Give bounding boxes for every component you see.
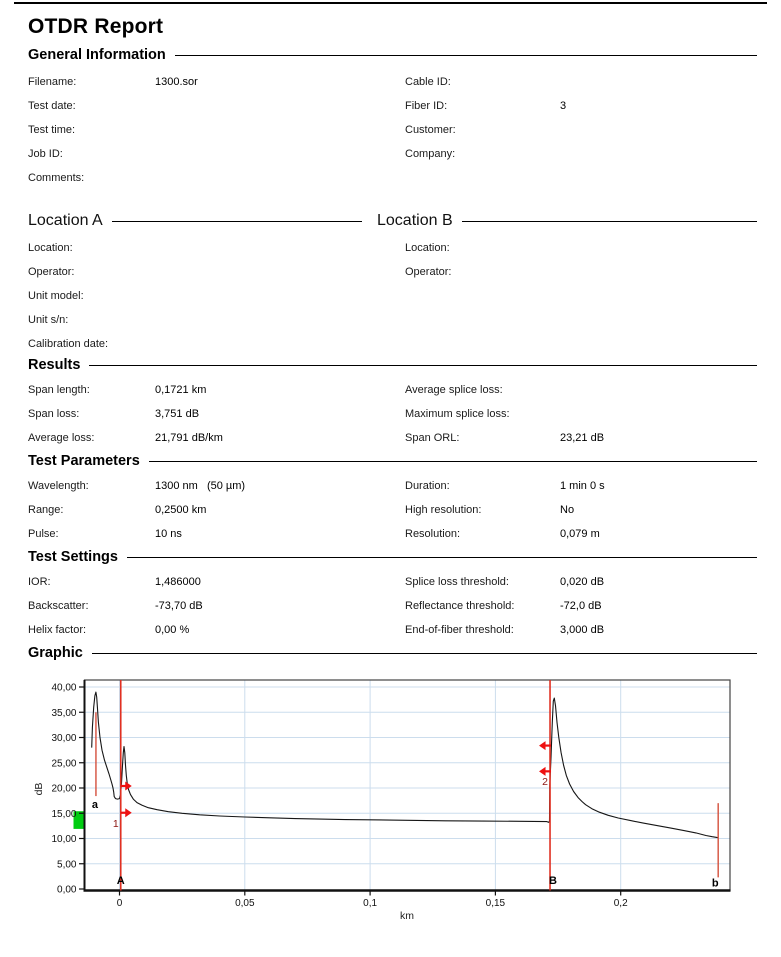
field-label: Operator: [405,266,452,278]
y-tick-label: 40,00 [51,682,77,694]
field-label: Range: [28,504,64,516]
section-test-settings [0,548,781,642]
field-label: Maximum splice loss: [405,408,510,420]
field-row [0,94,781,118]
y-tick-label: 0,00 [57,884,77,896]
section-rows [0,236,781,356]
section-rows [0,570,781,642]
field-row [0,498,781,522]
otdr-trace [92,692,719,838]
field-label: Unit s/n: [28,314,69,326]
field-label: Comments: [28,172,85,184]
field-label: Average loss: [28,432,95,444]
field-label: Location: [405,242,450,254]
otdr-graphic-chart [30,665,775,955]
field-row [0,142,781,166]
y-tick-label: 5,00 [57,859,77,871]
field-label: High resolution: [405,504,482,516]
y-tick-label: 30,00 [51,733,77,744]
field-label: Customer: [405,124,456,136]
section-header-results [0,356,781,374]
y-tick-label: 25,00 [51,758,77,770]
page-top-rule [14,2,767,4]
field-row [0,474,781,498]
field-row [0,70,781,94]
section-header-test-settings [0,548,781,566]
field-label: Wavelength: [28,480,89,492]
field-row [0,402,781,426]
field-label: Fiber ID: [405,100,448,112]
field-row [0,618,781,642]
field-value: 0,020 dB [560,576,605,588]
y-tick-label: 15,00 [51,808,77,820]
section-title-location-b: Location B [377,212,453,229]
x-axis-label: km [400,910,414,922]
field-label: End-of-fiber threshold: [405,624,514,636]
page-title: OTDR Report [28,15,164,38]
field-row [0,570,781,594]
field-value: 1300 nm (50 µm) [155,480,246,492]
section-header-general [0,46,781,64]
field-label: Unit model: [28,290,84,302]
field-label: Span ORL: [405,432,460,444]
field-label: Helix factor: [28,624,87,636]
field-label: Job ID: [28,148,63,160]
x-tick-label: 0,05 [235,898,255,909]
field-value: 0,079 m [560,528,600,540]
field-label: Company: [405,148,456,160]
section-title: Results [28,357,81,373]
field-label: Operator: [28,266,75,278]
cursor-label-B: B [549,874,558,887]
x-tick-label: 0,1 [363,898,378,909]
field-label: Backscatter: [28,600,89,612]
section-header-test-parameters [0,452,781,470]
field-value: 0,00 % [155,624,190,636]
section-rule [175,55,757,56]
field-row [0,308,781,332]
field-row [0,284,781,308]
field-label: Filename: [28,76,77,88]
field-value: 1 min 0 s [560,480,605,492]
section-rows [0,70,781,190]
field-label: Splice loss threshold: [405,576,509,588]
section-rows [0,474,781,546]
field-row [0,236,781,260]
section-rule [149,461,757,462]
field-value: 3 [560,100,567,112]
field-label: Span loss: [28,408,80,420]
section-headers-location [0,212,781,230]
field-value: 3,000 dB [560,624,605,636]
field-label: Duration: [405,480,450,492]
section-title: Graphic [28,645,83,661]
field-value: 21,791 dB/km [155,432,223,444]
field-row [0,332,781,356]
field-row [0,260,781,284]
section-title: General Information [28,47,166,63]
field-row [0,378,781,402]
field-value: 0,1721 km [155,384,207,396]
field-label: Span length: [28,384,90,396]
field-value: 1300.sor [155,76,198,88]
field-label: Location: [28,242,73,254]
field-value: 0,2500 km [155,504,207,516]
event-arrow-left [539,767,546,776]
section-results [0,356,781,450]
section-general [0,46,781,190]
x-tick-label: 0 [116,898,123,909]
section-test-parameters [0,452,781,546]
cursor-label-A: A [116,874,125,887]
section-header-location-b [377,212,757,230]
section-rows [0,378,781,450]
event-arrow-right [125,808,131,817]
field-label: Test date: [28,100,76,112]
field-row [0,594,781,618]
field-label: Reflectance threshold: [405,600,515,612]
field-label: Pulse: [28,528,59,540]
section-rule [89,365,757,366]
field-label: Cable ID: [405,76,451,88]
field-value: 10 ns [155,528,182,540]
field-label: Average splice loss: [405,384,503,396]
field-label: Calibration date: [28,338,109,350]
section-header-location-a [0,212,377,230]
section-rule [112,221,362,222]
y-tick-label: 20,00 [51,783,77,795]
field-row [0,166,781,190]
x-tick-label: 0,15 [485,898,506,909]
section-rule [92,653,757,654]
section-rule [462,221,757,222]
y-tick-label: 35,00 [51,707,77,719]
field-label: Test time: [28,124,76,136]
otdr-trace-plot [30,665,775,955]
y-axis-label: dB [33,782,45,796]
section-title: Test Settings [28,549,118,565]
field-label: IOR: [28,576,51,588]
y-tick-label: 10,00 [51,834,77,845]
field-value: No [560,504,575,516]
x-tick-label: 0,2 [613,898,628,909]
field-value: 23,21 dB [560,432,605,444]
event-arrow-left [539,741,546,750]
field-value: 3,751 dB [155,408,200,420]
field-value: -73,70 dB [155,600,203,612]
section-header-graphic [0,644,781,662]
report-sections [0,46,781,662]
field-label: Resolution: [405,528,461,540]
section-location [0,212,781,356]
section-title-location-a: Location A [28,212,103,229]
field-row [0,118,781,142]
event-number-1: 1 [112,817,119,830]
section-graphic [0,644,781,662]
cursor-label-b: b [711,877,719,890]
cursor-label-a: a [91,799,99,812]
plot-border [85,680,731,891]
field-row [0,426,781,450]
field-row [0,522,781,546]
section-title: Test Parameters [28,453,140,469]
event-number-2: 2 [542,775,549,788]
field-value: 1,486000 [155,576,201,588]
field-value: -72,0 dB [560,600,602,612]
section-rule [127,557,757,558]
